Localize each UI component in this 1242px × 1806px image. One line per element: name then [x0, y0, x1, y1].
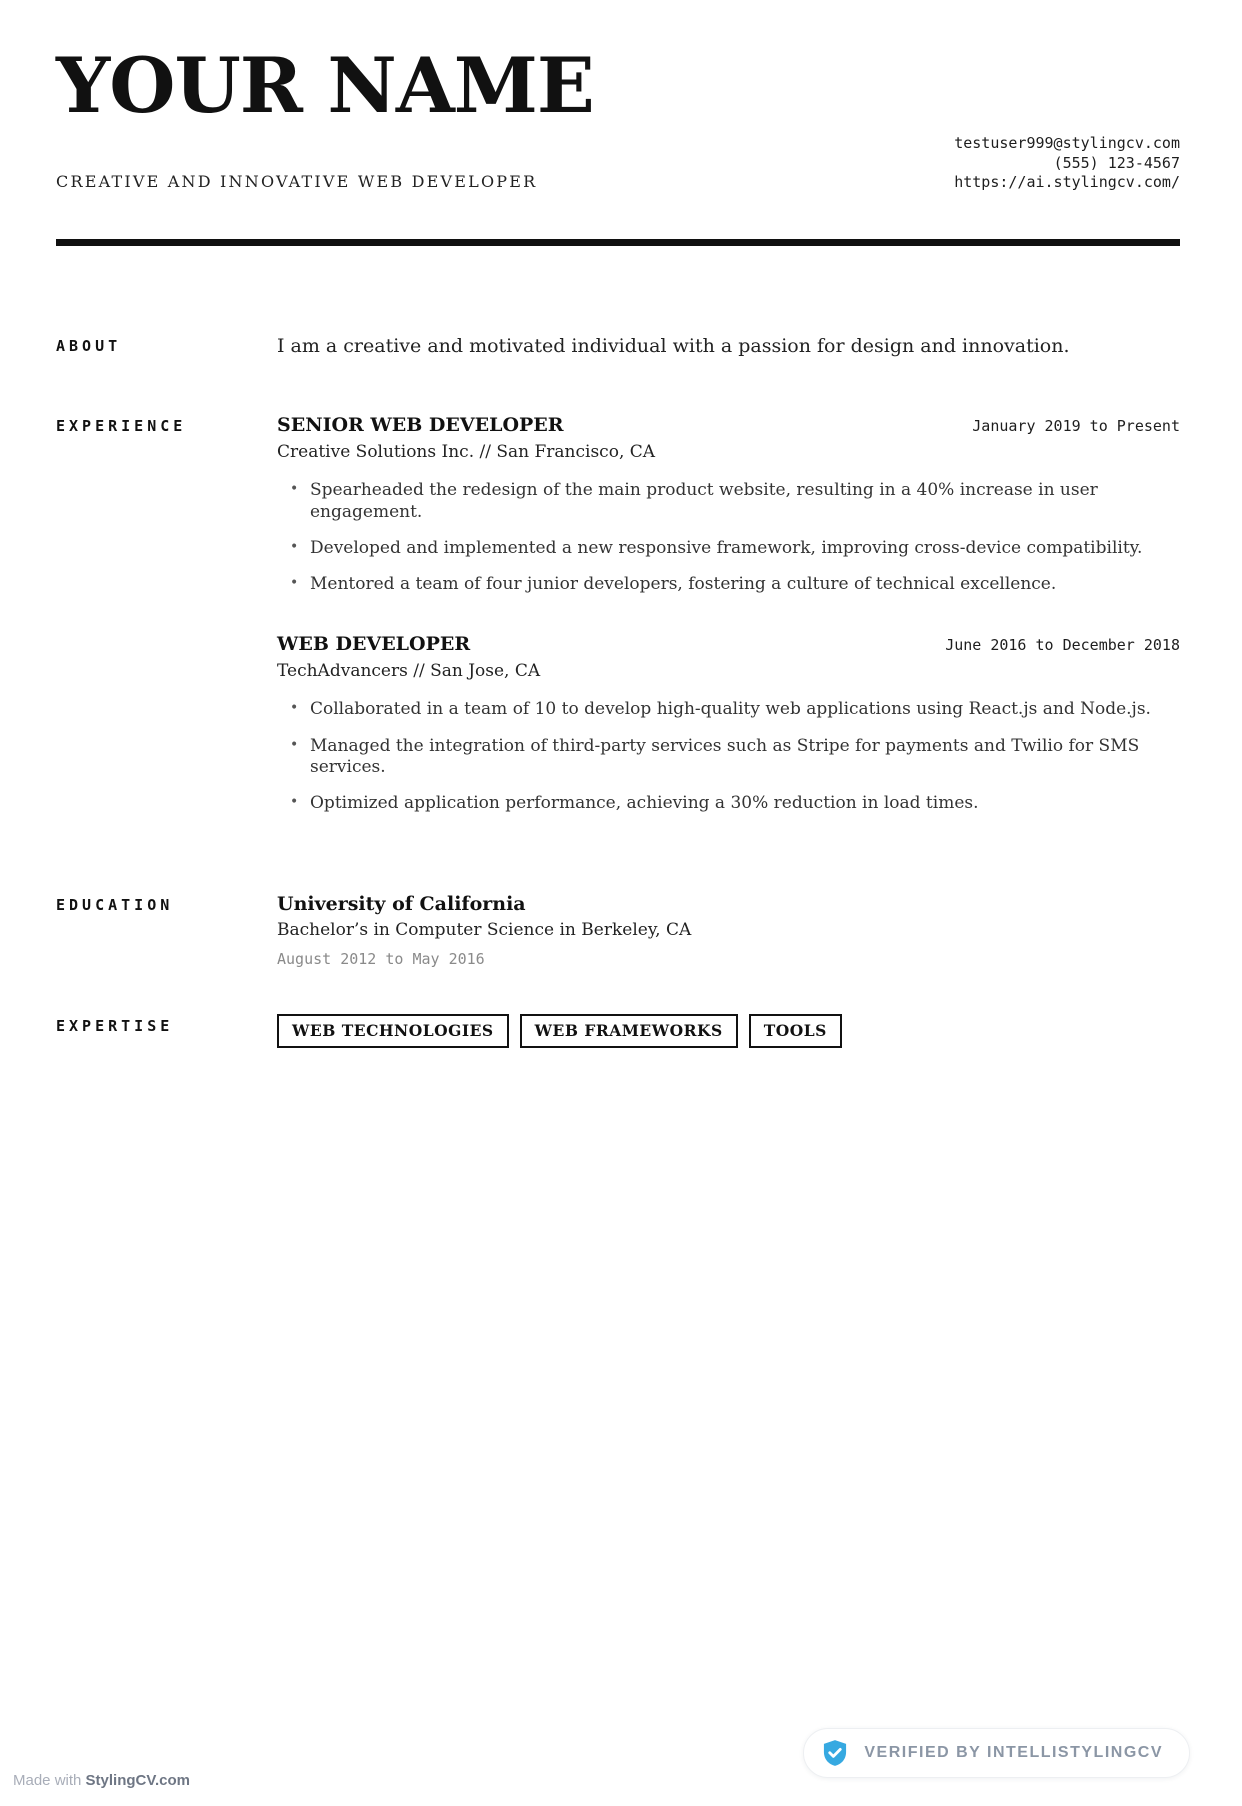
education-dates: August 2012 to May 2016	[277, 950, 485, 969]
job-dates: June 2016 to December 2018	[945, 636, 1180, 655]
bullet-item: • Spearheaded the redesign of the main product website, resulting in a 40% increase in user engagement.	[277, 480, 1180, 523]
bullet-item: • Mentored a team of four junior developers, fostering a culture of technical excellence.	[277, 574, 1180, 595]
experience-content	[277, 414, 1180, 829]
verified-badge-label: VERIFIED BY INTELLISTYLINGCV	[864, 1744, 1163, 1761]
person-name: YOUR NAME	[56, 41, 594, 130]
job-bullets	[277, 699, 1180, 814]
experience-label: EXPERIENCE	[56, 417, 187, 436]
bullet-item: • Optimized application performance, achieving a 30% reduction in load times.	[277, 793, 1180, 814]
education-content	[277, 893, 1180, 968]
made-with-brand-link[interactable]: StylingCV.com	[85, 1772, 191, 1789]
expertise-tags	[277, 1014, 1180, 1048]
expertise-tag: WEB TECHNOLOGIES	[277, 1014, 509, 1048]
made-with-prefix: Made with	[13, 1772, 86, 1789]
bullet-item: • Developed and implemented a new responsive framework, improving cross-device compatibility.	[277, 538, 1180, 559]
about-text: I am a creative and motivated individual with a passion for design and innovation.	[277, 334, 1070, 357]
section-experience	[56, 414, 1180, 829]
job-dates: January 2019 to Present	[972, 417, 1180, 436]
contact-block	[954, 134, 1180, 193]
bullet-item: • Managed the integration of third-party services such as Stripe for payments and Twilio for SMS services.	[277, 736, 1180, 779]
made-with-credit	[13, 1772, 190, 1789]
job-company: Creative Solutions Inc. // San Francisco, CA	[277, 442, 656, 463]
professional-title: CREATIVE AND INNOVATIVE WEB DEVELOPER	[56, 171, 538, 191]
job-entry	[277, 633, 1180, 814]
section-expertise	[56, 1014, 1180, 1048]
job-bullets	[277, 480, 1180, 595]
expertise-tag: WEB FRAMEWORKS	[520, 1014, 738, 1048]
job-title: WEB DEVELOPER	[277, 633, 471, 656]
about-label: ABOUT	[56, 336, 122, 355]
job-company: TechAdvancers // San Jose, CA	[277, 661, 541, 682]
header-divider	[56, 239, 1180, 246]
contact-email: testuser999@stylingcv.com	[954, 134, 1180, 153]
job-entry	[277, 414, 1180, 595]
contact-phone: (555) 123-4567	[1053, 153, 1180, 172]
verified-badge[interactable]	[803, 1728, 1190, 1778]
bullet-item: • Collaborated in a team of 10 to develop high-quality web applications using React.js and Node.js.	[277, 699, 1180, 720]
expertise-label: EXPERTISE	[56, 1017, 174, 1036]
shield-check-icon	[821, 1739, 849, 1767]
job-title: SENIOR WEB DEVELOPER	[277, 414, 564, 437]
section-about	[56, 334, 1180, 359]
education-school: University of California	[277, 893, 526, 916]
expertise-tag: TOOLS	[749, 1014, 842, 1048]
header-row	[56, 134, 1180, 193]
resume-page	[0, 41, 1242, 1048]
section-education	[56, 893, 1180, 968]
contact-website[interactable]: https://ai.stylingcv.com/	[954, 173, 1180, 192]
education-degree: Bachelor’s in Computer Science in Berkeley, CA	[277, 920, 692, 941]
job-header	[277, 414, 1180, 436]
job-header	[277, 633, 1180, 655]
education-label: EDUCATION	[56, 896, 174, 915]
